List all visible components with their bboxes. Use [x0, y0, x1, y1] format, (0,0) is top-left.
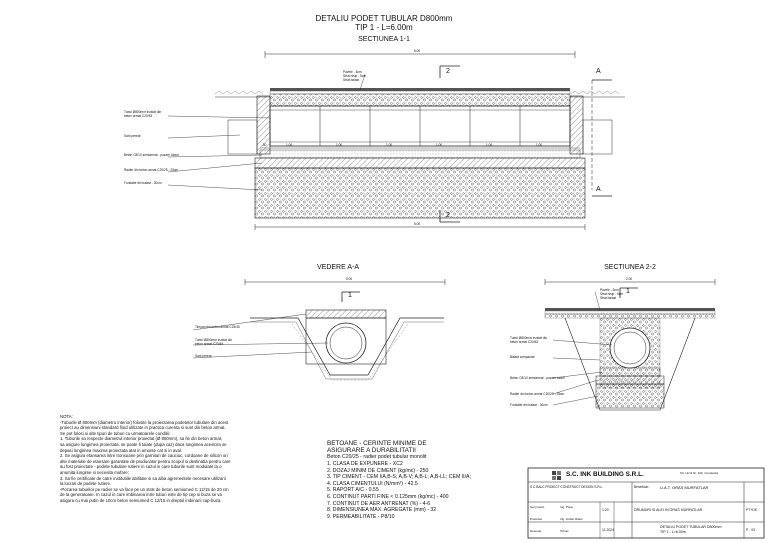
- role-0: Sef proiect: [530, 505, 545, 509]
- s22-layer-label: [600, 288, 623, 300]
- specs-item: 7. CONTINUT DE AER ANTRENAT (%) - 4-6: [327, 500, 431, 507]
- marker-a-bottom: A: [596, 186, 601, 193]
- s22-marker-1: 1: [626, 288, 630, 295]
- company-sub: S.C.BALC PROIECT CONSTRUCT DESIGN S.R.L.: [530, 485, 604, 489]
- drawing-title-line2: TIP 1 - L=6.00m: [355, 23, 413, 32]
- notes-line: sa asigure lungimea proiectata, se poate fi taiate (dupa caz) daca lungimea acestora se: [60, 441, 227, 447]
- vedere-tub-label: [195, 338, 232, 346]
- s11-pavele-label: Pavele - 5cm: [343, 70, 362, 74]
- notes-heading: NOTA:: [60, 414, 73, 419]
- company-name: S.C. INK BUILDING S.R.L.: [566, 471, 644, 478]
- s22-tub-label-line2: beton armat C20/45: [510, 340, 539, 344]
- notes-line: de la generatoare. In cazul in care imbinarea intre tuburi este de tip cep si buza se va: [60, 492, 222, 498]
- scale-value: 1:20: [602, 508, 609, 512]
- s11-dim-seg: 1.00: [436, 143, 443, 147]
- s11-nisip-label: Strat nisip - 5cm: [343, 74, 367, 78]
- company-logo-icon: [552, 471, 561, 480]
- role-1: Proiectat: [530, 517, 542, 521]
- specs-item: 4. CLASA CIMENTULUI (N/mm²) - 42.5: [327, 480, 418, 487]
- s11-dim-seg: 1.00: [486, 143, 493, 147]
- specs-title-line2: ASIGURARE A DURABILITATII: [327, 447, 416, 455]
- company-address: Str. Unirii Nr. 10b, Constanta: [680, 471, 719, 475]
- role-2: Desenat: [530, 529, 542, 533]
- section-1-1-drawing: [168, 51, 625, 230]
- marker-2-top: 2: [446, 68, 450, 75]
- notes-line: Se pot folosi si alte tipuri de tuburi cu urmatoarele conditii:: [60, 430, 171, 436]
- notes-line: -Tuburile Ø 800mm (diametru interior) folosite la proiectarea podetelor tubulare din acest: [60, 419, 229, 425]
- notes-line: proiect au dimensiuni standard fiind utilizate in practica curenta si sunt din beton armat.: [60, 425, 226, 431]
- vedere-sant-label: Sant pereat: [195, 354, 212, 358]
- s11-layer-label: [343, 70, 366, 82]
- notes-line: depasi lungimea maxima proiectata atat in amonte cat si in aval.: [60, 447, 183, 453]
- specs-item: 8. DIMENSIUNEA MAX. AGREGATE (mm) - 32: [327, 507, 437, 514]
- s11-sant-label: Sant pereat: [124, 134, 141, 138]
- s22-nisip-label: Strat nisip - 5cm: [600, 292, 624, 296]
- s11-dim-bottom: 5.00: [414, 222, 421, 226]
- section-1-1-title: SECTIUNEA 1-1: [358, 36, 410, 43]
- specs-item: 9. PERMEABILITATE - P8/10: [327, 513, 395, 520]
- section-2-2-drawing: [545, 279, 715, 410]
- s22-tub-label: [510, 336, 547, 344]
- vedere-tub-label-line1: Tubul Ø800mm inzidat din: [195, 338, 233, 342]
- marker-a-top: A: [596, 68, 601, 75]
- view-a-a-title: VEDERE A-A: [316, 264, 359, 271]
- drawing-title-line1: DETALIU PODET TUBULAR D800mm: [315, 14, 453, 23]
- specs-item: 6. CONTINUT PARTI FINE < 0.125mm (kg/mc) - 400: [327, 493, 449, 500]
- s11-dim-seg: 1.00: [286, 143, 293, 147]
- notes-line: 1. Tuburile sa respecte diametrul interior proiectat (Ø 800mm), sa fie din beton armat,: [60, 436, 223, 442]
- s11-dim-seg: 1.00: [536, 143, 543, 147]
- name-2: Tehnic: [560, 529, 569, 533]
- s22-beton-label: Beton C8/10 semiarmat - pozare tuburi: [510, 376, 565, 380]
- vedere-timpan-label: Timpan din beton armat C25/45: [195, 325, 240, 329]
- section-2-2-title: SECTIUNEA 2-2: [604, 264, 656, 271]
- specs-item: 5. RAPORT A/C - 0.55: [327, 487, 379, 494]
- s11-radier-label: Radier din beton armat C20/25 - 25cm: [124, 168, 179, 172]
- drawing-subname: TIP 1 - L=6.00m: [660, 530, 686, 534]
- project-name: DRUMURI SI ALEI IN ORAS MURFATLAR: [634, 508, 703, 512]
- notes-line: asigura cu mai putin de 10cm beton semiumed C 12/15 in dreptul imbinarii cap-buza.: [60, 497, 222, 503]
- vedere-marker-1: 1: [348, 292, 352, 299]
- beneficiar-label: Beneficiar:: [634, 485, 650, 489]
- s11-dim-seg: 1.00: [336, 143, 343, 147]
- specs-item: 3. TIP CIMENT - CEM I/A,B-S; A,B-V; A,B-L; A,B-LL; CEM II/A;: [327, 474, 471, 481]
- phase-value: PT+DE: [746, 508, 758, 512]
- notes-block: [60, 414, 320, 504]
- vedere-tub-label-line2: beton armat C25/45: [195, 342, 224, 346]
- vedere-dim-top: 5.00: [346, 277, 353, 281]
- notes-line: au fost proiectate - podete tubulare rutiere in cazul in care tuburile sunt modulate la o: [60, 464, 222, 470]
- name-0: Ing. Popa: [560, 505, 573, 509]
- sheet-value: P - 03: [746, 528, 755, 532]
- drawing-name: DETALIU PODET TUBULAR D800mm: [660, 525, 722, 529]
- s22-dim-top: 2.00: [626, 277, 633, 281]
- s11-tub-label-line2: beton armat C20/45: [124, 114, 153, 118]
- s11-tub-label: [124, 110, 161, 118]
- view-a-a-drawing: [193, 279, 445, 380]
- beneficiar-value: U.A.T. ORAS MURFATLAR: [660, 485, 709, 490]
- notes-line: 2. Se asigura etansarea intre tronsoane prin garnituri de cauciuc, cordoane de silicon ori: [60, 453, 228, 459]
- s11-tub-label-line1: Tubul Ø800mm inzidat din: [124, 110, 162, 114]
- name-1: Ing. Iordan Raluc: [560, 517, 583, 521]
- s11-dim-top: 6.00: [414, 49, 421, 53]
- s11-balast-label: Strat balast: [343, 78, 360, 82]
- s11-fundatie-label: Fundatie din balast - 30cm: [124, 181, 162, 185]
- marker-2-bottom: 2: [446, 212, 450, 219]
- notes-line: la lucrari de podete rutiere.: [60, 481, 112, 487]
- s22-pavele-label: Pavele - 5cm: [600, 288, 619, 292]
- s11-dim-seg: 1.00: [386, 143, 393, 147]
- s22-fundatie-label: Fundatie din balast - 30cm: [510, 403, 548, 407]
- notes-line: anumita lungime si necesita mufare;: [60, 469, 129, 475]
- s22-tub-label-line1: Tubul Ø800mm inzidat din: [510, 336, 548, 340]
- s22-balast-compactat-label: Balast compactat: [510, 355, 535, 359]
- s11-dim-side: .50: [262, 143, 267, 147]
- notes-line: 3. Sa fie certificate de catre institutiile abilitate si sa aiba agrementele necesare utilizarii: [60, 475, 226, 481]
- concrete-specs: [327, 440, 527, 520]
- specs-subtitle: Beton C20/25 - radier podet tubular monolit: [327, 454, 427, 461]
- s22-radier-label: Radier din beton armat C20/25 - 25cm: [510, 392, 565, 396]
- notes-line: alte materiale de etansare garantate de producator pentru scopul si destinatia pentru care: [60, 458, 231, 464]
- date-value: 11.2024: [602, 528, 615, 532]
- specs-title-line1: BETOANE - CERINTE MINIME DE: [327, 440, 427, 447]
- specs-item: 2. DOZAJ MINIM DE CIMENT (kg/mc) - 250: [327, 467, 429, 474]
- specs-item: 1. CLASA DE EXPUNERE - XC2: [327, 461, 403, 467]
- notes-line: -Pozarea tuburilor pe radier se va face pe un strat de beton semiumed C 12/15 de 20 cm: [60, 486, 229, 492]
- s22-balast-label: Strat balast: [600, 296, 617, 300]
- s11-beton-label: Beton C8/10 semiarmat - pozare tuburi: [124, 153, 179, 157]
- title-block-frame: [528, 468, 764, 538]
